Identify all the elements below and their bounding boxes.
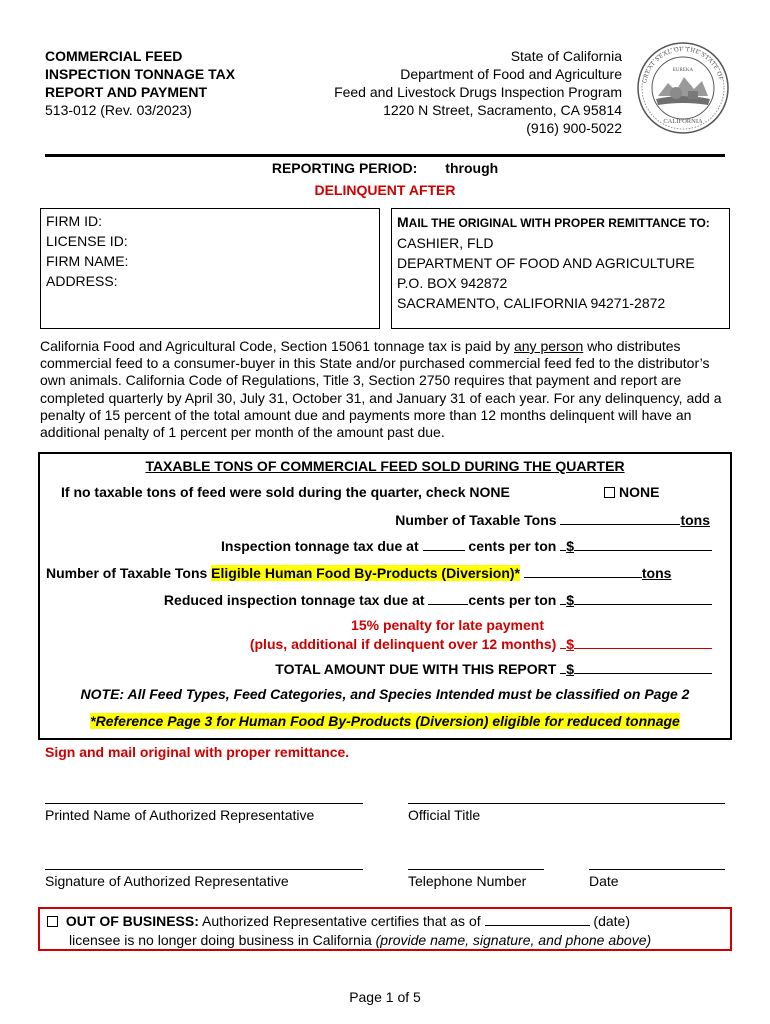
reduced-tax-amount-input[interactable] bbox=[574, 591, 712, 605]
legal-paragraph: California Food and Agricultural Code, Section 15061 tonnage tax is paid by any person who distributes commercial feed to a consumer-buyer in this State and/or purchased commercial feed fed to the distributor’s own animals. California Code of Regulations, Title 3, Section 2750 requires that payment and report are completed quarterly by April 30, July 31, October 31, and January 31 of each year. For any delinquency, add a penalty of 15 percent of the total amount due and payments more than 12 months delinquent will have an additional penalty of 1 percent per month of the amount past due. bbox=[40, 338, 722, 441]
firm-id-field[interactable]: FIRM ID: bbox=[46, 213, 102, 229]
agency-line: State of California bbox=[510, 48, 622, 64]
firm-name-field[interactable]: FIRM NAME: bbox=[46, 253, 129, 269]
total-amount-input[interactable] bbox=[574, 660, 712, 674]
inspection-tax-amount-input[interactable] bbox=[574, 537, 712, 551]
total-amount-row: TOTAL AMOUNT DUE WITH THIS REPORT $ bbox=[275, 660, 712, 677]
form-title-line: COMMERCIAL FEED bbox=[45, 48, 183, 64]
official-title-line[interactable] bbox=[408, 803, 725, 804]
tonnage-heading: TAXABLE TONS OF COMMERCIAL FEED SOLD DURING THE QUARTER bbox=[145, 458, 625, 474]
california-seal-icon bbox=[636, 41, 730, 135]
reduced-cents-rate-input[interactable] bbox=[428, 591, 468, 605]
mail-to-caption: MAIL THE ORIGINAL WITH PROPER REMITTANCE TO: bbox=[397, 214, 710, 230]
page-number: Page 1 of 5 bbox=[349, 989, 421, 1005]
penalty-amount-input[interactable] bbox=[574, 635, 712, 649]
address-field[interactable]: ADDRESS: bbox=[46, 273, 118, 289]
human-food-highlight: Eligible Human Food By-Products (Diversion)* bbox=[211, 565, 520, 581]
form-title-line: REPORT AND PAYMENT bbox=[45, 84, 208, 100]
agency-address-block bbox=[334, 47, 622, 137]
out-of-business-box: OUT OF BUSINESS: Authorized Representative certifies that as of (date) licensee is no longer doing business in California (provide name, signature, and phone above) bbox=[38, 907, 732, 951]
sign-instruction: Sign and mail original with proper remittance. bbox=[45, 744, 350, 760]
taxable-tons-row: Number of Taxable Tons tons bbox=[395, 512, 710, 528]
cents-rate-input[interactable] bbox=[423, 537, 465, 551]
no-tons-instruction: If no taxable tons of feed were sold during the quarter, check NONE bbox=[61, 484, 510, 500]
official-title-label: Official Title bbox=[408, 807, 481, 823]
agency-line: 1220 N Street, Sacramento, CA 95814 bbox=[383, 102, 622, 118]
svg-text:EUREKA: EUREKA bbox=[672, 68, 694, 73]
agency-line: Feed and Livestock Drugs Inspection Program bbox=[334, 84, 622, 100]
classification-note: NOTE: All Feed Types, Feed Categories, and Species Intended must be classified on Page 2 bbox=[80, 686, 690, 702]
date-label: Date bbox=[589, 873, 619, 889]
form-title-line: INSPECTION TONNAGE TAX bbox=[45, 66, 236, 82]
mail-to-line: CASHIER, FLD bbox=[397, 235, 494, 251]
out-of-business-checkbox[interactable] bbox=[47, 916, 58, 927]
human-food-tons-row: Number of Taxable Tons Eligible Human Food By-Products (Diversion)* tons bbox=[46, 565, 672, 581]
firm-info-box bbox=[40, 208, 380, 329]
inspection-tax-row: Inspection tonnage tax due at cents per ton $ bbox=[221, 537, 712, 554]
signature-label: Signature of Authorized Representative bbox=[45, 873, 289, 889]
reference-note: *Reference Page 3 for Human Food By-Products (Diversion) eligible for reduced tonnage bbox=[90, 713, 680, 729]
any-person-emphasis: any person bbox=[513, 338, 584, 354]
telephone-line[interactable] bbox=[408, 869, 544, 870]
penalty-row: (plus, additional if delinquent over 12 months) $ bbox=[250, 635, 712, 652]
none-checkbox[interactable]: NONE bbox=[604, 484, 659, 500]
through-label: through bbox=[445, 160, 499, 176]
out-of-business-label: OUT OF BUSINESS: bbox=[65, 913, 199, 929]
reporting-period-label: REPORTING PERIOD: bbox=[271, 160, 418, 176]
mail-to-line: P.O. BOX 942872 bbox=[397, 275, 508, 291]
header-rule bbox=[45, 154, 725, 157]
tonnage-section bbox=[38, 452, 732, 740]
reduced-tax-row: Reduced inspection tonnage tax due at cents per ton $ bbox=[164, 591, 712, 608]
telephone-label: Telephone Number bbox=[408, 873, 527, 889]
agency-phone: (916) 900-5022 bbox=[526, 120, 622, 136]
svg-text:GREAT SEAL OF THE STATE OF: GREAT SEAL OF THE STATE OF bbox=[641, 45, 725, 84]
printed-name-line[interactable] bbox=[45, 803, 363, 804]
out-of-business-date-input[interactable] bbox=[485, 912, 590, 926]
printed-name-label: Printed Name of Authorized Representative bbox=[45, 807, 315, 823]
mail-to-line: SACRAMENTO, CALIFORNIA 94271-2872 bbox=[397, 295, 666, 311]
mail-to-box bbox=[391, 208, 730, 329]
human-food-tons-input[interactable] bbox=[524, 564, 642, 578]
checkbox-icon[interactable] bbox=[604, 487, 615, 498]
signature-line[interactable] bbox=[45, 869, 363, 870]
delinquent-after-label: DELINQUENT AFTER bbox=[314, 182, 456, 198]
svg-text:CALIFORNIA: CALIFORNIA bbox=[663, 118, 703, 125]
date-line[interactable] bbox=[589, 869, 725, 870]
taxable-tons-input[interactable] bbox=[560, 511, 680, 525]
agency-line: Department of Food and Agriculture bbox=[400, 66, 622, 82]
form-title-block bbox=[45, 47, 235, 119]
form-number: 513-012 (Rev. 03/2023) bbox=[45, 102, 192, 118]
mail-to-line: DEPARTMENT OF FOOD AND AGRICULTURE bbox=[397, 255, 695, 271]
reporting-period bbox=[0, 160, 770, 176]
penalty-label: 15% penalty for late payment bbox=[351, 617, 544, 633]
license-id-field[interactable]: LICENSE ID: bbox=[46, 233, 128, 249]
